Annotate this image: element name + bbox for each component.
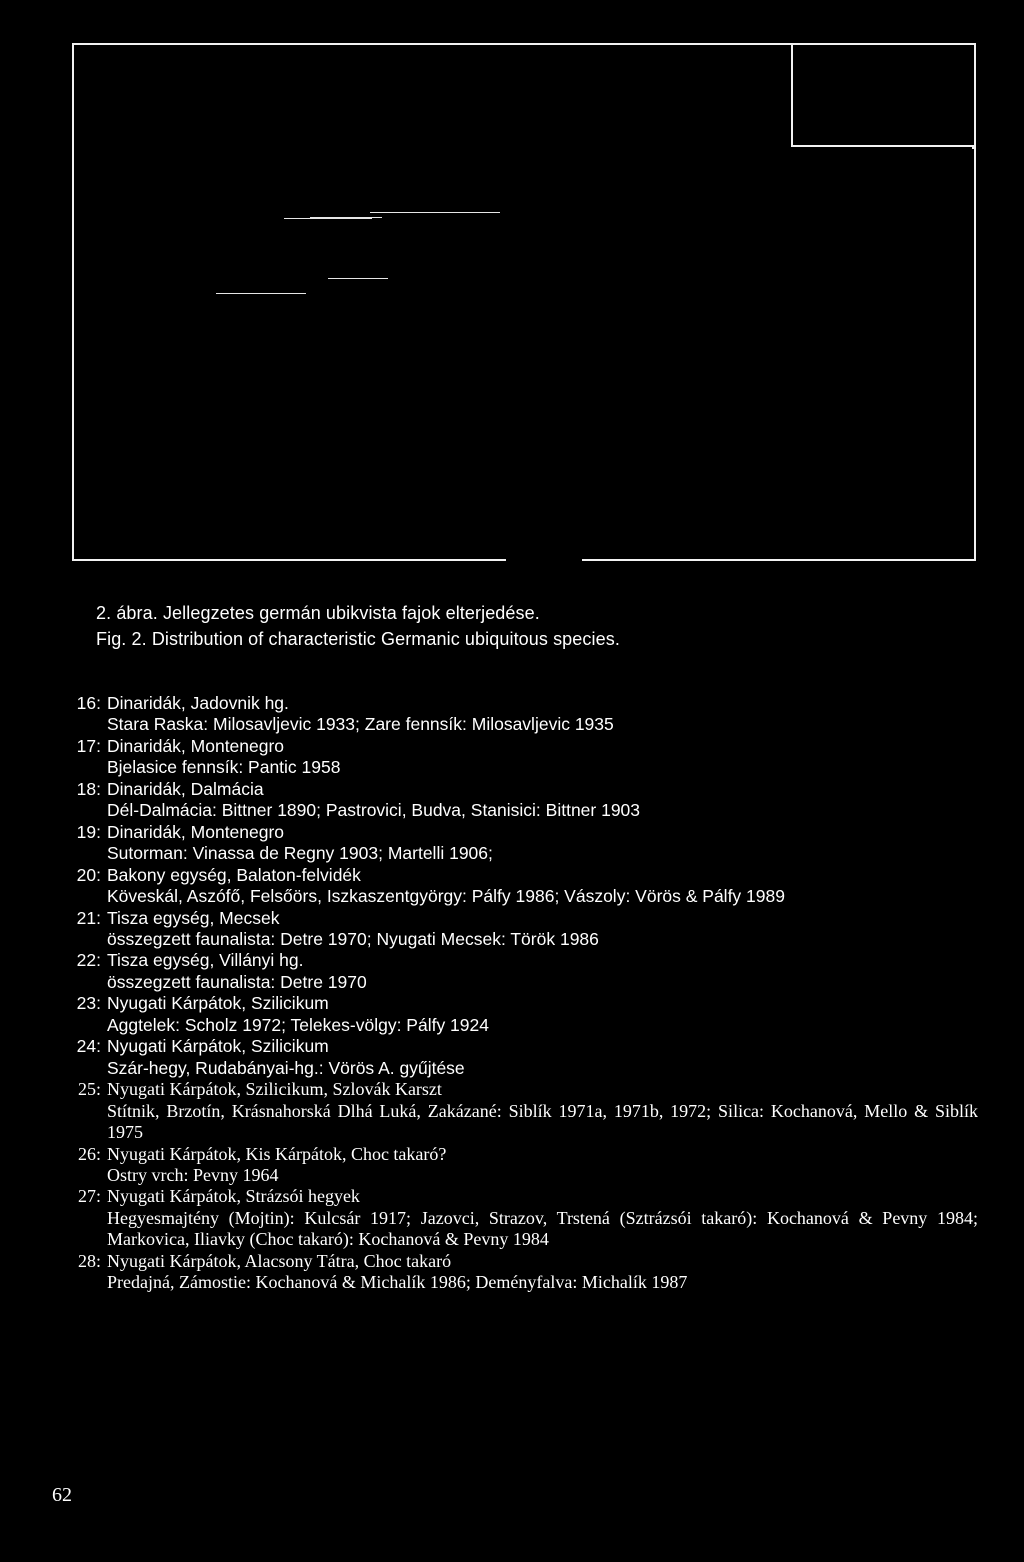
entry-region: Nyugati Kárpátok, Alacsony Tátra, Choc takaró <box>107 1250 452 1271</box>
entry-heading <box>58 1186 978 1207</box>
entry-number: 20: <box>76 864 101 885</box>
list-item <box>58 1144 978 1187</box>
entry-heading <box>58 1036 978 1057</box>
entry-number: 18: <box>76 778 101 799</box>
entry-region: Dinaridák, Montenegro <box>107 821 285 842</box>
entry-region: Nyugati Kárpátok, Szilicikum <box>107 993 329 1014</box>
list-item <box>58 865 978 908</box>
list-item <box>58 822 978 865</box>
entry-number: 27: <box>77 1186 101 1207</box>
entry-detail: Predajná, Zámostie: Kochanová & Michalík 1986; Deményfalva: Michalík 1987 <box>107 1272 688 1293</box>
entry-detail: Aggtelek: Scholz 1972; Telekes-völgy: Pálfy 1924 <box>107 1014 489 1035</box>
locality-list <box>58 693 978 1294</box>
list-item <box>58 693 978 736</box>
entry-detail: Hegyesmajtény (Mojtin): Kulcsár 1917; Jazovci, Strazov, Trstená (Sztrázsói takaró): Kochanová & Pevny 1984; Markovica, Iliavky (Choc takaró): Kochanová & Pevny 1984 <box>107 1207 978 1250</box>
map-line <box>328 278 388 279</box>
entry-detail: Bjelasice fennsík: Pantic 1958 <box>107 757 341 778</box>
entry-heading <box>58 736 978 757</box>
list-item <box>58 908 978 951</box>
entry-number: 17: <box>76 735 101 756</box>
entry-heading <box>58 1144 978 1165</box>
entry-heading <box>58 993 978 1014</box>
entry-heading <box>58 950 978 971</box>
entry-detail: Ostry vrch: Pevny 1964 <box>107 1164 279 1185</box>
entry-number: 26: <box>77 1143 101 1164</box>
list-item <box>58 779 978 822</box>
entry-region: Nyugati Kárpátok, Szilicikum, Szlovák Karszt <box>107 1079 442 1100</box>
entry-detail: Sutorman: Vinassa de Regny 1903; Martelli 1906; <box>107 843 493 864</box>
map-line <box>370 212 500 213</box>
map-inset <box>791 43 976 147</box>
map-line <box>216 293 306 294</box>
figure-caption-en: Fig. 2. Distribution of characteristic Germanic ubiquitous species. <box>96 629 620 649</box>
entry-region: Nyugati Kárpátok, Strázsói hegyek <box>107 1186 360 1207</box>
entry-number: 24: <box>76 1036 101 1057</box>
entry-heading <box>58 693 978 714</box>
list-item <box>58 993 978 1036</box>
entry-region: Tisza egység, Villányi hg. <box>107 950 304 971</box>
entry-number: 21: <box>76 907 101 928</box>
list-item <box>58 1186 978 1250</box>
entry-heading <box>58 822 978 843</box>
entry-region: Dinaridák, Jadovnik hg. <box>107 693 289 713</box>
page-number: 62 <box>52 1484 72 1506</box>
entry-region: Nyugati Kárpátok, Kis Kárpátok, Choc takaró? <box>107 1143 447 1164</box>
entry-heading <box>58 1251 978 1272</box>
entry-detail: összegzett faunalista: Detre 1970 <box>107 971 367 992</box>
entry-region: Bakony egység, Balaton-felvidék <box>107 864 361 885</box>
list-item <box>58 1251 978 1294</box>
list-item <box>58 736 978 779</box>
entry-region: Tisza egység, Mecsek <box>107 907 280 928</box>
map-line <box>310 217 382 218</box>
entry-number: 22: <box>76 950 101 971</box>
list-item <box>58 1036 978 1079</box>
entry-number: 25: <box>77 1079 101 1100</box>
entry-heading <box>58 908 978 929</box>
entry-detail: Stítnik, Brzotín, Krásnahorská Dlhá Luká, Zakázané: Siblík 1971a, 1971b, 1972; Silica: Kochanová, Mello & Siblík 1975 <box>107 1100 978 1143</box>
figure-caption-hu: 2. ábra. Jellegzetes germán ubikvista fajok elterjedése. <box>96 603 540 623</box>
entry-detail: összegzett faunalista: Detre 1970; Nyugati Mecsek: Török 1986 <box>107 928 599 949</box>
entry-heading <box>58 779 978 800</box>
entry-number: 16: <box>76 693 101 713</box>
entry-detail: Dél-Dalmácia: Bittner 1890; Pastrovici, Budva, Stanisici: Bittner 1903 <box>107 800 641 821</box>
entry-number: 28: <box>77 1250 101 1271</box>
entry-region: Dinaridák, Montenegro <box>107 735 285 756</box>
entry-number: 23: <box>76 993 101 1014</box>
entry-heading <box>58 1079 978 1100</box>
entry-detail: Köveskál, Aszófő, Felsőörs, Iszkaszentgyörgy: Pálfy 1986; Vászoly: Vörös & Pálfy 1989 <box>107 886 785 907</box>
list-item <box>58 950 978 993</box>
entry-region: Dinaridák, Dalmácia <box>107 778 264 799</box>
entry-detail: Stara Raska: Milosavljevic 1933; Zare fennsík: Milosavljevic 1935 <box>107 714 614 735</box>
map-line <box>284 218 372 219</box>
entry-number: 19: <box>76 821 101 842</box>
map-frame <box>72 43 976 561</box>
list-item <box>58 1079 978 1143</box>
entry-heading <box>58 865 978 886</box>
entry-region: Nyugati Kárpátok, Szilicikum <box>107 1036 329 1057</box>
entry-detail: Szár-hegy, Rudabányai-hg.: Vörös A. gyűjtése <box>107 1057 465 1078</box>
